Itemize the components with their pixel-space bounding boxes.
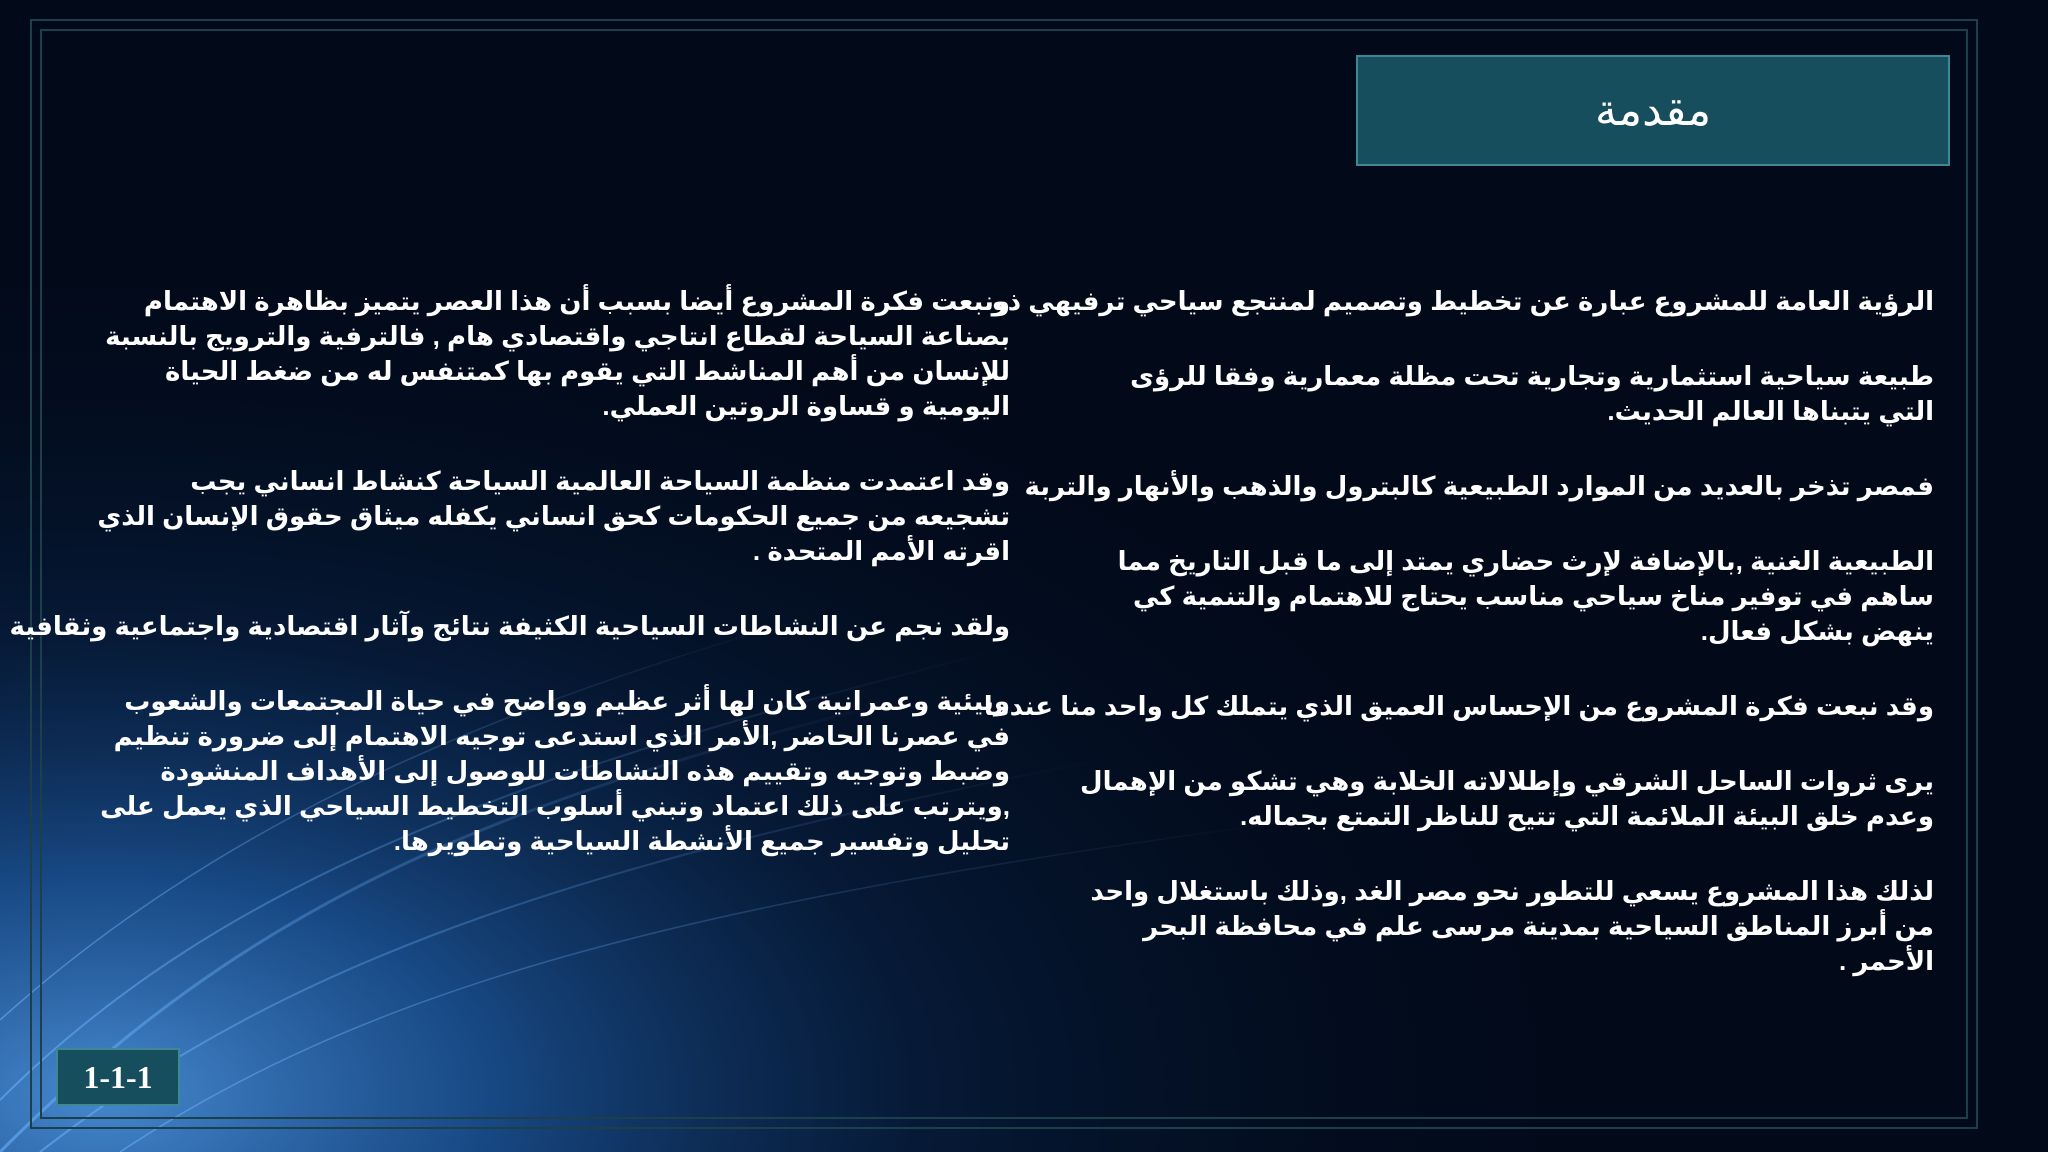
left-text-column xyxy=(9,284,1010,899)
paragraph: ونبعت فكرة المشروع أيضا بسبب أن هذا العصر يتميز بظاهرة الاهتمام بصناعة السياحة لقطاع انتاجي واقتصادي هام , فالترفية والترويج بالنسبة للإنسان من أهم المناشط التي يقوم بها كمتنفس له من ضغط الحياة اليومية و قساوة الروتين العملي. xyxy=(105,286,1010,421)
paragraph: الرؤية العامة للمشروع عبارة عن تخطيط وتصميم لمنتجع سياحي ترفيهي ذو xyxy=(991,286,1934,316)
title-box xyxy=(1356,55,1950,166)
page-number: 1-1-1 xyxy=(83,1058,153,1095)
paragraph: ولقد نجم عن النشاطات السياحية الكثيفة نتائج وآثار اقتصادية واجتماعية وثقافية xyxy=(9,611,1010,641)
paragraph: وبيئية وعمرانية كان لها أثر عظيم وواضح في حياة المجتمعات والشعوب في عصرنا الحاضر ,الأمر الذي استدعى توجيه الاهتمام إلى ضرورة تنظيم وضبط وتوجيه وتقييم هذه النشاطات للوصول إلى الأهداف المنشودة ,ويترتب على ذلك اعتماد وتبني أسلوب التخطيط السياحي الذي يعمل على تحليل وتفسير جميع الأنشطة السياحية وتطويرها. xyxy=(100,686,1010,856)
paragraph: لذلك هذا المشروع يسعي للتطور نحو مصر الغد ,وذلك باستغلال واحد من أبرز المناطق السياحية بمدينة مرسى علم في محافظة البحر الأحمر . xyxy=(1090,876,1934,976)
paragraph: وقد اعتمدت منظمة السياحة العالمية السياحة كنشاط انساني يجب تشجيعه من جميع الحكومات كحق انساني يكفله ميثاق حقوق الإنسان الذي اقرته الأمم المتحدة . xyxy=(97,466,1010,566)
page-number-badge xyxy=(56,1048,180,1106)
right-text-column xyxy=(983,284,1934,1019)
paragraph: طبيعة سياحية استثمارية وتجارية تحت مظلة معمارية وفقا للرؤى التي يتبناها العالم الحديث. xyxy=(1130,361,1934,426)
paragraph: فمصر تذخر بالعديد من الموارد الطبيعية كالبترول والذهب والأنهار والتربة xyxy=(1024,471,1934,501)
paragraph: الطبيعية الغنية ,بالإضافة لإرث حضاري يمتد إلى ما قبل التاريخ مما ساهم في توفير مناخ سياحي مناسب يحتاج للاهتمام والتنمية كي ينهض بشكل فعال. xyxy=(1117,546,1934,646)
paragraph: وقد نبعت فكرة المشروع من الإحساس العميق الذي يتملك كل واحد منا عندما xyxy=(983,691,1934,721)
paragraph: يرى ثروات الساحل الشرقي وإطلالاته الخلابة وهي تشكو من الإهمال وعدم خلق البيئة الملائمة التي تتيح للناظر التمتع بجماله. xyxy=(1080,766,1934,831)
slide-title: مقدمة xyxy=(1594,85,1712,136)
